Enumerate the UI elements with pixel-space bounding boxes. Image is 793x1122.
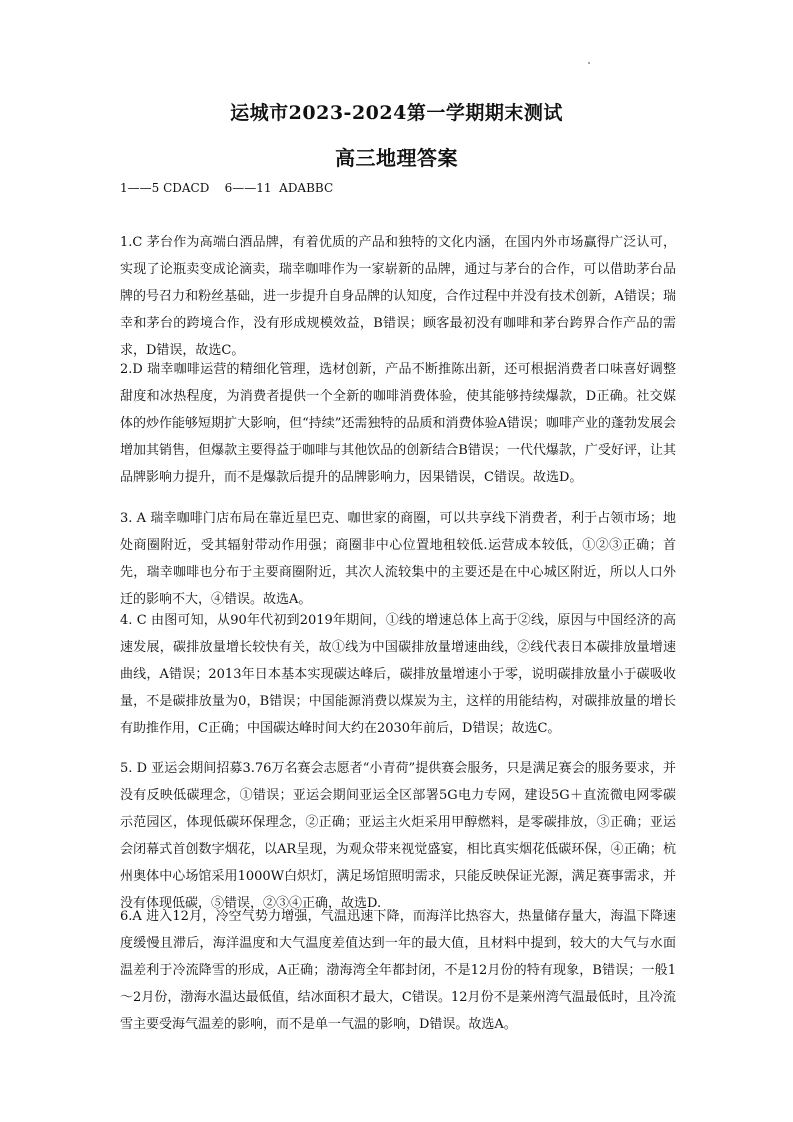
scan-speck	[588, 62, 590, 64]
answer-explanation-1: 1.C 茅台作为高端白酒品牌，有着优质的产品和独特的文化内涵，在国内外市场赢得广泛认可，实现了论瓶卖变成论滴卖，瑞幸咖啡作为一家崭新的品牌，通过与茅台的合作，可以借助茅台品牌的号召力和粉丝基础，进一步提升自身品牌的认知度，合作过程中并没有技术创新，A错误；瑞幸和茅台的跨境合作，没有形成规模效益，B错误；顾客最初没有咖啡和茅台跨界合作产品的需求，D错误，故选C。	[120, 235, 676, 358]
document-title: 运城市2023-2024第一学期期末测试	[230, 102, 563, 124]
answer-explanation-4: 4. C 由图可知，从90年代初到2019年期间，①线的增速总体上高于②线，原因与中国经济的高速发展，碳排放量增长较快有关，故①线为中国碳排放量增速曲线，②线代表日本碳排放量增速曲线，A错误；2013年日本基本实现碳达峰后，碳排放量增速小于零，说明碳排放量小于碳吸收量，不是碳排放量为0，B错误；中国能源消费以煤炭为主，这样的用能结构，对碳排放量的增长有助推作用，C正确；中国碳达峰时间大约在2030年前后，D错误；故选C。	[120, 613, 676, 736]
answer-explanation-2: 2.D 瑞幸咖啡运营的精细化管理，选材创新，产品不断推陈出新，还可根据消费者口味喜好调整甜度和冰热程度，为消费者提供一个全新的咖啡消费体验，使其能够持续爆款，D正确。社交媒体的炒作能够短期扩大影响，但“持续”还需独特的品质和消费体验A错误；咖啡产业的蓬勃发展会增加其销售，但爆款主要得益于咖啡与其他饮品的创新结合B错误；一代代爆款，广受好评，让其品牌影响力提升，而不是爆款后提升的品牌影响力，因果错误，C错误。故选D。	[120, 362, 676, 485]
answer-key-summary: 1——5 CDACD 6——11 ADABBC	[120, 181, 334, 195]
answer-explanation-5: 5. D 亚运会期间招募3.76万名赛会志愿者“小青荷”提供赛会服务，只是满足赛会的服务要求，并没有反映低碳理念，①错误；亚运会期间亚运全区部署5G电力专网，建设5G＋直流微电网零碳示范园区，体现低碳环保理念，②正确；亚运主火炬采用甲醇燃料，是零碳排放，③正确；亚运会闭幕式首创数字烟花，以AR呈现，为观众带来视觉盛宴，相比真实烟花低碳环保，④正确；杭州奥体中心场馆采用1000W白炽灯，满足场馆照明需求，只能反映保证光源，满足赛事需求，并没有体现低碳，⑤错误，②③④正确，故选D.	[120, 761, 676, 911]
document-subtitle: 高三地理答案	[335, 146, 458, 170]
answer-explanation-6: 6.A 进入12月，冷空气势力增强，气温迅速下降，而海洋比热容大，热量储存量大，海温下降速度缓慢且滞后，海洋温度和大气温度差值达到一年的最大值，且材料中提到，较大的大气与水面温差利于冷流降雪的形成，A正确；渤海湾全年都封闭，不是12月份的特有现象，B错误；一般1～2月份，渤海水温达最低值，结冰面积才最大，C错误。12月份不是莱州湾气温最低时，且冷流雪主要受海气温差的影响，而不是单一气温的影响，D错误。故选A。	[120, 909, 676, 1032]
answer-explanation-3: 3. A 瑞幸咖啡门店布局在靠近星巴克、咖世家的商圈，可以共享线下消费者，利于占领市场；地处商圈附近，受其辐射带动作用强；商圈非中心位置地租较低.运营成本较低，①②③正确；首先，瑞幸咖啡也分布于主要商圈附近，其次人流较集中的主要还是在中心城区附近，所以人口外迁的影响不大，④错误。故选A。	[120, 511, 676, 607]
